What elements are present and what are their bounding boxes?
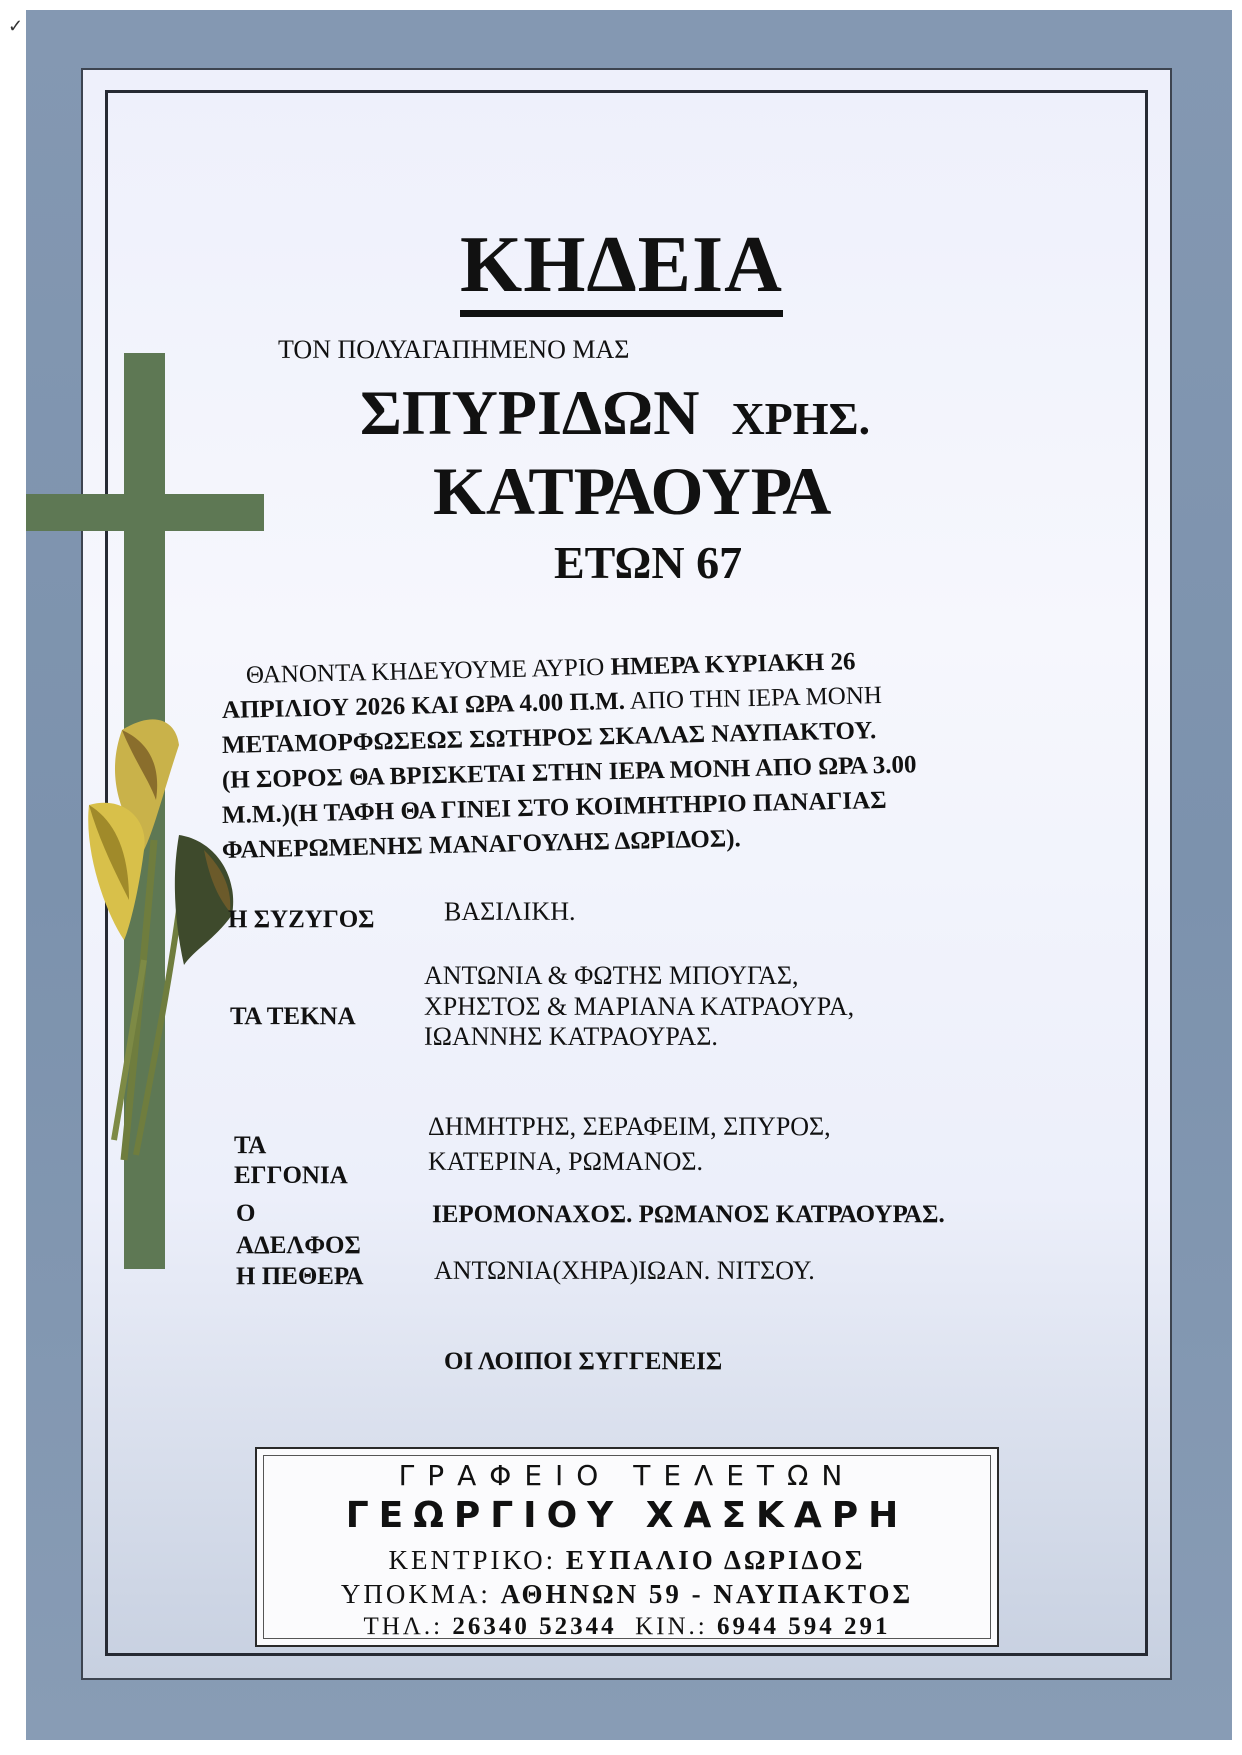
child-1: ΑΝΤΩΝΙΑ & ΦΩΤΗΣ ΜΠΟΥΓΑΣ, bbox=[424, 961, 799, 990]
cross-horizontal-bar bbox=[26, 494, 264, 531]
announcement-line-1: ΘΑΝΟΝΤΑ ΚΗΔΕΥΟΥΜΕ ΑΥΡΙΟ ΗΜΕΡΑ ΚΥΡΙΑΚΗ 26 bbox=[245, 648, 856, 689]
other-relatives: ΟΙ ΛΟΙΠΟΙ ΣΥΓΓΕΝΕΙΣ bbox=[444, 1348, 723, 1375]
announcement-line-2: ΑΠΡΙΛΙΟΥ 2026 ΚΑΙ ΩΡΑ 4.00 Π.Μ. ΑΠΟ ΤΗΝ ΙΕΡΑ ΜΟΝΗ bbox=[221, 682, 883, 724]
mother-in-law-name: ΑΝΤΩΝΙΑ(ΧΗΡΑ)ΙΩΑΝ. ΝΙΤΣΟΥ. bbox=[434, 1256, 815, 1285]
deceased-surname: ΚΑΤΡΑΟΥΡΑ bbox=[433, 453, 832, 529]
grandchildren-label-2: ΕΓΓΟΝΙΑ bbox=[234, 1162, 348, 1189]
funeral-home-hq: ΚΕΝΤΡΙΚΟ: ΕΥΠΑΛΙΟ ΔΩΡΙΔΟΣ bbox=[388, 1545, 866, 1575]
announcement-line-3: ΜΕΤΑΜΟΡΦΩΣΕΩΣ ΣΩΤΗΡΟΣ ΣΚΑΛΑΣ ΝΑΥΠΑΚΤΟΥ. bbox=[221, 717, 877, 759]
wife-label: Η ΣΥΖΥΓΟΣ bbox=[228, 906, 375, 933]
funeral-home-line-1: ΓΡΑΦΕΙΟ ΤΕΛΕΤΩΝ bbox=[398, 1459, 856, 1492]
wife-name: ΒΑΣΙΛΙΚΗ. bbox=[444, 897, 576, 926]
first-name: ΣΠΥΡΙΔΩΝ bbox=[360, 377, 700, 448]
brother-name: ΙΕΡΟΜΟΝΑΧΟΣ. ΡΩΜΑΝΟΣ ΚΑΤΡΑΟΥΡΑΣ. bbox=[432, 1201, 945, 1228]
brother-label-2: ΑΔΕΛΦΟΣ bbox=[236, 1232, 361, 1259]
scan-mark: ✓ bbox=[8, 16, 24, 36]
funeral-home-name: ΓΕΩΡΓΙΟΥ ΧΑΣΚΑΡΗ bbox=[345, 1495, 909, 1536]
grandchildren-line-1: ΔΗΜΗΤΡΗΣ, ΣΕΡΑΦΕΙΜ, ΣΠΥΡΟΣ, bbox=[428, 1112, 831, 1141]
funeral-home-phones: ΤΗΛ.: 26340 52344 ΚΙΝ.: 6944 594 291 bbox=[363, 1613, 891, 1640]
deceased-first-name bbox=[360, 376, 870, 450]
inner-frame bbox=[105, 90, 1148, 1656]
calla-lily-icon bbox=[84, 700, 244, 1170]
child-3: ΙΩΑΝΝΗΣ ΚΑΤΡΑΟΥΡΑΣ. bbox=[424, 1022, 718, 1051]
brother-label-1: Ο bbox=[236, 1200, 256, 1227]
mother-in-law-label: Η ΠΕΘΕΡΑ bbox=[236, 1263, 364, 1290]
deceased-age: ΕΤΩΝ 67 bbox=[554, 537, 743, 588]
intro-text: ΤΟΝ ΠΟΛΥΑΓΑΠΗΜΕΝΟ ΜΑΣ bbox=[278, 335, 630, 364]
funeral-home-box bbox=[255, 1447, 999, 1647]
child-2: ΧΡΗΣΤΟΣ & ΜΑΡΙΑΝΑ ΚΑΤΡΑΟΥΡΑ, bbox=[424, 992, 855, 1021]
announcement-line-4: (Η ΣΟΡΟΣ ΘΑ ΒΡΙΣΚΕΤΑΙ ΣΤΗΝ ΙΕΡΑ ΜΟΝΗ ΑΠΟ ΩΡΑ 3.00 bbox=[221, 751, 917, 794]
announcement-line-5: Μ.Μ.)(Η ΤΑΦΗ ΘΑ ΓΙΝΕΙ ΣΤΟ ΚΟΙΜΗΤΗΡΙΟ ΠΑΝΑΓΙΑΣ bbox=[221, 786, 887, 829]
grandchildren-line-2: ΚΑΤΕΡΙΝΑ, ΡΩΜΑΝΟΣ. bbox=[428, 1147, 703, 1176]
notice-title: ΚΗΔΕΙΑ bbox=[460, 222, 783, 317]
funeral-home-branch: ΥΠΟΚΜΑ: ΑΘΗΝΩΝ 59 - ΝΑΥΠΑΚΤΟΣ bbox=[340, 1579, 914, 1609]
children-label: ΤΑ ΤΕΚΝΑ bbox=[230, 1003, 356, 1030]
grandchildren-label-1: ΤΑ bbox=[234, 1132, 267, 1159]
father-name-abbr: ΧΡΗΣ. bbox=[731, 393, 871, 444]
announcement-line-6: ΦΑΝΕΡΩΜΕΝΗΣ ΜΑΝΑΓΟΥΛΗΣ ΔΩΡΙΔΟΣ). bbox=[221, 825, 742, 864]
